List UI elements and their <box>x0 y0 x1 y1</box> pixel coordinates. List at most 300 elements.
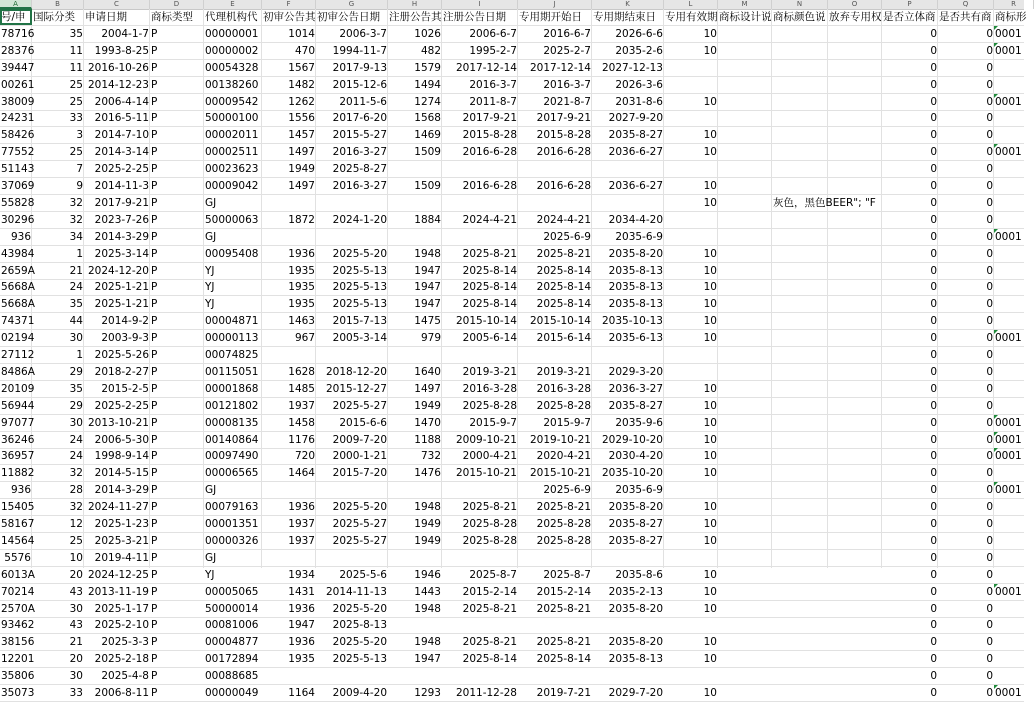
table-cell[interactable]: 2009-7-20 <box>332 433 387 446</box>
table-cell[interactable]: 2016-6-28 <box>462 180 517 192</box>
table-cell[interactable]: 2029-10-20 <box>601 433 663 446</box>
table-cell[interactable]: P <box>151 399 158 412</box>
table-cell[interactable]: 00140864 <box>205 433 259 446</box>
table-cell[interactable]: 56944 <box>1 399 35 412</box>
table-cell[interactable] <box>828 26 882 42</box>
table-cell[interactable]: 0 <box>930 332 937 345</box>
table-cell[interactable]: 2025-5-20 <box>332 501 387 514</box>
table-cell[interactable]: P <box>151 450 158 463</box>
table-cell[interactable]: 2025-8-21 <box>536 636 591 649</box>
table-cell[interactable]: 2016-6-7 <box>543 27 591 40</box>
table-cell[interactable] <box>772 617 828 633</box>
table-cell[interactable] <box>828 77 882 93</box>
table-cell[interactable]: 21 <box>69 636 83 649</box>
table-cell[interactable] <box>994 634 1034 650</box>
table-cell[interactable]: 2014-11-3 <box>94 180 149 192</box>
table-cell[interactable]: 51143 <box>1 163 35 176</box>
table-cell[interactable]: 1947 <box>414 264 441 277</box>
table-cell[interactable]: 1485 <box>288 382 315 395</box>
table-cell[interactable]: 0 <box>986 365 993 378</box>
table-cell[interactable]: 2014-9-2 <box>101 315 149 328</box>
table-cell[interactable] <box>592 550 664 566</box>
table-cell[interactable] <box>718 43 772 59</box>
table-cell[interactable] <box>772 685 828 701</box>
table-cell[interactable]: 967 <box>294 332 315 345</box>
table-cell[interactable] <box>994 516 1034 532</box>
table-cell[interactable]: 2025-1-17 <box>94 602 149 615</box>
table-cell[interactable]: 2025-8-14 <box>462 281 517 294</box>
table-cell[interactable] <box>388 229 442 245</box>
table-cell[interactable]: 0 <box>930 61 937 74</box>
table-row[interactable] <box>0 60 1024 76</box>
table-cell[interactable] <box>388 347 442 363</box>
table-cell[interactable]: 50000100 <box>205 112 259 125</box>
table-cell[interactable]: 2035-8-20 <box>608 636 663 649</box>
table-cell[interactable]: 2016-3-28 <box>462 382 517 395</box>
table-cell[interactable]: 1947 <box>414 281 441 294</box>
table-cell[interactable] <box>994 127 1034 143</box>
header-cell[interactable]: 是否立体商 <box>883 11 936 23</box>
table-cell[interactable]: 2015-10-14 <box>529 315 591 328</box>
table-cell[interactable]: 0 <box>930 467 937 480</box>
table-cell[interactable] <box>828 144 882 160</box>
table-cell[interactable]: 00115051 <box>205 365 259 378</box>
table-cell[interactable]: 00009042 <box>205 180 259 192</box>
table-cell[interactable] <box>772 229 828 245</box>
table-cell[interactable]: 1884 <box>414 213 441 226</box>
table-cell[interactable]: 2015-6-14 <box>536 332 591 345</box>
table-cell[interactable]: 0 <box>986 450 993 463</box>
table-cell[interactable]: P <box>151 298 158 311</box>
table-cell[interactable] <box>316 550 388 566</box>
table-cell[interactable]: 1948 <box>414 247 441 260</box>
table-cell[interactable]: 0 <box>930 450 937 463</box>
table-row[interactable] <box>0 381 1024 397</box>
table-cell[interactable]: 0 <box>930 653 937 666</box>
table-cell[interactable]: 2025-8-21 <box>462 501 517 514</box>
table-cell[interactable]: 2025-8-21 <box>462 247 517 260</box>
table-cell[interactable]: 0 <box>930 315 937 328</box>
table-cell[interactable]: 2035-8-20 <box>608 602 663 615</box>
table-cell[interactable] <box>664 617 718 633</box>
table-cell[interactable] <box>828 634 882 650</box>
table-cell[interactable] <box>772 448 828 464</box>
table-cell[interactable] <box>994 381 1034 397</box>
table-cell[interactable] <box>388 550 442 566</box>
table-row[interactable] <box>0 263 1024 279</box>
table-cell[interactable]: P <box>151 196 158 209</box>
table-cell[interactable]: 2014-11-13 <box>325 585 387 598</box>
header-cell[interactable]: 专用期结束日 <box>593 11 656 23</box>
table-cell[interactable]: 29 <box>69 399 83 412</box>
table-cell[interactable]: 2034-4-20 <box>608 213 663 226</box>
header-cell[interactable]: 专用期开始日 <box>519 11 582 23</box>
table-row[interactable] <box>0 398 1024 414</box>
table-cell[interactable] <box>718 567 772 583</box>
table-cell[interactable]: 2019-10-21 <box>529 433 591 446</box>
table-cell[interactable]: 2025-8-21 <box>536 602 591 615</box>
column-letter-i[interactable]: I <box>442 0 518 9</box>
table-cell[interactable]: 43984 <box>1 247 35 260</box>
table-cell[interactable]: 38156 <box>1 636 35 649</box>
table-cell[interactable] <box>442 229 518 245</box>
table-cell[interactable]: 10 <box>703 501 717 514</box>
table-cell[interactable]: 2024-4-21 <box>462 213 517 226</box>
table-cell[interactable]: 2004-1-7 <box>101 27 149 40</box>
table-cell[interactable]: 0 <box>986 230 993 243</box>
table-cell[interactable]: 0 <box>986 27 993 40</box>
header-cell[interactable]: 是否共有商 <box>939 11 992 23</box>
table-cell[interactable]: 38009 <box>1 95 35 108</box>
header-cell[interactable]: 代理机构代 <box>205 11 258 23</box>
table-cell[interactable]: 2025-8-21 <box>536 501 591 514</box>
table-cell[interactable]: 12 <box>69 518 83 530</box>
table-cell[interactable]: 2015-7-20 <box>332 467 387 480</box>
table-cell[interactable]: 2016-3-27 <box>332 180 387 192</box>
table-cell[interactable] <box>718 364 772 380</box>
table-cell[interactable]: 02194 <box>1 332 35 345</box>
table-cell[interactable]: 1936 <box>288 636 315 649</box>
table-cell[interactable]: 2025-5-27 <box>332 534 387 547</box>
table-cell[interactable] <box>518 161 592 177</box>
table-cell[interactable]: 00074825 <box>205 349 259 361</box>
table-cell[interactable]: 1014 <box>288 27 315 40</box>
table-cell[interactable] <box>388 161 442 177</box>
table-cell[interactable]: 0001 <box>995 146 1022 159</box>
table-cell[interactable]: 0 <box>930 551 937 564</box>
table-cell[interactable]: 10 <box>703 247 717 260</box>
table-cell[interactable]: 2025-5-13 <box>332 281 387 294</box>
table-cell[interactable]: P <box>151 433 158 446</box>
table-cell[interactable]: 2009-4-20 <box>332 687 387 699</box>
table-cell[interactable] <box>994 617 1034 633</box>
table-cell[interactable]: 00000049 <box>205 687 259 699</box>
table-cell[interactable] <box>994 60 1034 76</box>
column-letter-j[interactable]: J <box>518 0 592 9</box>
table-cell[interactable] <box>828 398 882 414</box>
table-cell[interactable]: 2025-8-21 <box>462 636 517 649</box>
table-cell[interactable]: 20 <box>69 568 83 581</box>
table-cell[interactable]: 00095408 <box>205 247 259 260</box>
table-cell[interactable] <box>772 246 828 262</box>
table-cell[interactable]: P <box>151 146 158 159</box>
table-cell[interactable]: 1567 <box>288 61 315 74</box>
table-cell[interactable]: 1463 <box>288 315 315 328</box>
table-cell[interactable] <box>828 465 882 481</box>
table-row[interactable] <box>0 617 1024 633</box>
table-cell[interactable]: 2035-8-20 <box>608 501 663 514</box>
table-cell[interactable]: P <box>151 518 158 530</box>
table-cell[interactable]: 1509 <box>414 180 441 192</box>
table-cell[interactable] <box>994 212 1034 228</box>
table-row[interactable] <box>0 448 1024 464</box>
table-cell[interactable] <box>664 364 718 380</box>
table-cell[interactable]: 36246 <box>1 433 35 446</box>
table-cell[interactable]: 2025-5-27 <box>332 518 387 530</box>
table-cell[interactable]: 1026 <box>414 27 441 40</box>
table-cell[interactable] <box>994 161 1034 177</box>
table-cell[interactable]: 0 <box>986 653 993 666</box>
table-cell[interactable]: P <box>151 27 158 40</box>
table-cell[interactable]: 10 <box>703 315 717 328</box>
table-cell[interactable]: 2027-9-20 <box>608 112 663 125</box>
table-cell[interactable] <box>518 195 592 211</box>
table-cell[interactable] <box>994 313 1034 329</box>
table-cell[interactable]: 1994-11-7 <box>332 44 387 57</box>
table-cell[interactable]: 2025-5-26 <box>94 349 149 361</box>
table-cell[interactable]: 1 <box>76 349 83 361</box>
table-cell[interactable]: 1947 <box>414 653 441 666</box>
table-cell[interactable] <box>772 499 828 515</box>
table-cell[interactable] <box>718 60 772 76</box>
table-cell[interactable]: 1937 <box>288 518 315 530</box>
table-cell[interactable]: 0 <box>986 467 993 480</box>
table-cell[interactable]: 0 <box>930 518 937 530</box>
table-cell[interactable]: 2035-10-13 <box>601 315 663 328</box>
table-cell[interactable]: 2025-8-28 <box>536 399 591 412</box>
table-cell[interactable]: 2013-10-21 <box>87 416 149 429</box>
table-row[interactable] <box>0 212 1024 228</box>
table-cell[interactable]: 2014-3-14 <box>94 146 149 159</box>
table-cell[interactable] <box>772 144 828 160</box>
table-cell[interactable]: 2025-8-14 <box>536 264 591 277</box>
table-cell[interactable]: 9 <box>76 180 83 192</box>
table-cell[interactable] <box>828 617 882 633</box>
table-cell[interactable] <box>772 127 828 143</box>
table-cell[interactable]: 2025-2-18 <box>94 653 149 666</box>
table-cell[interactable]: 32 <box>69 213 83 226</box>
table-cell[interactable] <box>592 617 664 633</box>
table-cell[interactable]: 11 <box>69 44 83 57</box>
table-cell[interactable]: P <box>151 382 158 395</box>
table-cell[interactable]: 1947 <box>288 619 315 632</box>
table-cell[interactable] <box>828 432 882 448</box>
table-cell[interactable]: 10 <box>703 534 717 547</box>
table-cell[interactable]: 1948 <box>414 636 441 649</box>
table-cell[interactable]: 2025-8-14 <box>462 264 517 277</box>
table-cell[interactable]: 74371 <box>1 315 35 328</box>
table-cell[interactable]: 1948 <box>414 501 441 514</box>
table-cell[interactable]: 2027-12-13 <box>601 61 663 74</box>
table-cell[interactable] <box>718 415 772 431</box>
table-cell[interactable]: 0 <box>986 518 993 530</box>
table-cell[interactable] <box>718 465 772 481</box>
table-cell[interactable]: 0 <box>930 27 937 40</box>
table-cell[interactable]: 43 <box>69 585 83 598</box>
table-cell[interactable]: 1935 <box>288 298 315 311</box>
table-cell[interactable]: 1995-2-7 <box>469 44 517 57</box>
table-cell[interactable]: 2024-12-20 <box>87 264 149 277</box>
table-cell[interactable]: 2014-7-10 <box>94 129 149 142</box>
table-cell[interactable] <box>772 296 828 312</box>
table-cell[interactable] <box>828 263 882 279</box>
cell-grid[interactable] <box>0 9 1027 699</box>
table-cell[interactable]: 1556 <box>288 112 315 125</box>
table-cell[interactable]: 1948 <box>414 602 441 615</box>
table-cell[interactable]: 93462 <box>1 619 35 632</box>
table-cell[interactable]: P <box>151 213 158 226</box>
table-cell[interactable]: GJ <box>205 230 217 243</box>
table-cell[interactable] <box>772 364 828 380</box>
table-row[interactable] <box>0 499 1024 515</box>
table-row[interactable] <box>0 229 1024 245</box>
table-cell[interactable]: 0 <box>930 129 937 142</box>
table-cell[interactable]: 2035-8-20 <box>608 247 663 260</box>
table-cell[interactable]: 0 <box>930 247 937 260</box>
table-cell[interactable]: 0001 <box>995 95 1022 108</box>
column-letter-a[interactable]: A <box>0 0 32 9</box>
table-cell[interactable]: 10 <box>703 602 717 615</box>
table-cell[interactable]: 00081006 <box>205 619 259 632</box>
table-cell[interactable]: 2019-4-11 <box>94 551 149 564</box>
table-cell[interactable]: 28376 <box>1 44 35 57</box>
table-cell[interactable] <box>718 77 772 93</box>
table-cell[interactable] <box>994 499 1034 515</box>
table-cell[interactable]: 00004877 <box>205 636 259 649</box>
table-cell[interactable]: 1 <box>76 247 83 260</box>
table-row[interactable] <box>0 567 1024 583</box>
table-cell[interactable] <box>772 263 828 279</box>
table-cell[interactable]: 0 <box>930 146 937 159</box>
header-cell[interactable]: 初审公告其 <box>263 11 316 23</box>
table-cell[interactable]: 77552 <box>1 146 35 159</box>
table-cell[interactable] <box>718 212 772 228</box>
column-letter-g[interactable]: G <box>316 0 388 9</box>
table-cell[interactable]: 0001 <box>995 484 1022 497</box>
table-cell[interactable]: 2015-8-28 <box>462 129 517 142</box>
table-row[interactable] <box>0 279 1024 295</box>
table-cell[interactable] <box>828 127 882 143</box>
table-cell[interactable]: 25 <box>69 95 83 108</box>
table-cell[interactable]: 36957 <box>1 450 35 463</box>
table-cell[interactable]: 2025-6-9 <box>543 484 591 497</box>
table-cell[interactable]: 2016-3-27 <box>332 146 387 159</box>
table-cell[interactable]: 1936 <box>288 247 315 260</box>
column-letter-k[interactable]: K <box>592 0 664 9</box>
table-cell[interactable] <box>772 26 828 42</box>
table-cell[interactable]: 2036-3-27 <box>608 382 663 395</box>
table-cell[interactable] <box>772 465 828 481</box>
table-cell[interactable]: 482 <box>420 44 441 57</box>
table-cell[interactable] <box>828 279 882 295</box>
table-cell[interactable] <box>828 601 882 617</box>
table-cell[interactable]: 2030-4-20 <box>608 450 663 463</box>
table-cell[interactable] <box>316 229 388 245</box>
table-cell[interactable]: 2016-10-26 <box>87 61 149 74</box>
table-cell[interactable] <box>262 229 316 245</box>
table-row[interactable] <box>0 432 1024 448</box>
column-letter-n[interactable]: N <box>772 0 828 9</box>
table-cell[interactable] <box>994 567 1034 583</box>
table-cell[interactable]: 2035-8-13 <box>608 653 663 666</box>
table-cell[interactable] <box>772 161 828 177</box>
table-row[interactable] <box>0 634 1024 650</box>
table-row[interactable] <box>0 651 1024 667</box>
table-cell[interactable]: 2035-6-13 <box>608 332 663 345</box>
table-cell[interactable]: 2659A <box>1 264 35 277</box>
table-cell[interactable] <box>772 279 828 295</box>
table-cell[interactable]: 0 <box>986 180 993 192</box>
table-cell[interactable]: 58167 <box>1 518 35 530</box>
table-cell[interactable]: P <box>151 180 158 192</box>
table-cell[interactable] <box>994 651 1034 667</box>
table-cell[interactable]: 2029-3-20 <box>608 365 663 378</box>
table-cell[interactable]: 2011-8-7 <box>469 95 517 108</box>
table-cell[interactable]: 936 <box>10 230 31 243</box>
table-cell[interactable]: 21 <box>69 264 83 277</box>
table-cell[interactable]: 0 <box>986 264 993 277</box>
table-cell[interactable]: 33 <box>69 687 83 699</box>
table-cell[interactable] <box>262 195 316 211</box>
table-row[interactable] <box>0 533 1024 549</box>
table-cell[interactable]: 00023623 <box>205 163 259 176</box>
table-cell[interactable] <box>772 584 828 600</box>
table-cell[interactable]: 6013A <box>1 568 35 581</box>
table-cell[interactable]: 00001868 <box>205 382 259 395</box>
table-cell[interactable]: 33 <box>69 112 83 125</box>
table-cell[interactable]: 0 <box>986 247 993 260</box>
column-letter-d[interactable]: D <box>150 0 204 9</box>
table-cell[interactable]: 979 <box>420 332 441 345</box>
table-cell[interactable]: 00138260 <box>205 78 259 91</box>
table-cell[interactable]: 0 <box>930 180 937 192</box>
table-cell[interactable] <box>718 533 772 549</box>
table-cell[interactable] <box>442 668 518 684</box>
table-cell[interactable]: P <box>151 484 158 497</box>
table-cell[interactable]: 0 <box>930 416 937 429</box>
table-cell[interactable]: GJ <box>205 484 217 497</box>
table-cell[interactable]: 2025-8-21 <box>462 602 517 615</box>
table-cell[interactable]: 1949 <box>288 163 315 176</box>
table-cell[interactable]: P <box>151 653 158 666</box>
table-cell[interactable]: 2017-12-14 <box>455 61 517 74</box>
table-cell[interactable]: 1509 <box>414 146 441 159</box>
table-cell[interactable]: 0001 <box>995 585 1022 598</box>
table-cell[interactable]: P <box>151 551 158 564</box>
table-cell[interactable]: 2025-1-21 <box>94 298 149 311</box>
table-cell[interactable]: 0 <box>986 196 993 209</box>
table-cell[interactable]: 2015-6-6 <box>339 416 387 429</box>
table-cell[interactable]: 35 <box>69 382 83 395</box>
table-cell[interactable]: 0 <box>986 687 993 699</box>
table-cell[interactable] <box>442 347 518 363</box>
table-cell[interactable]: 0 <box>986 382 993 395</box>
table-row[interactable] <box>0 364 1024 380</box>
table-cell[interactable]: 0 <box>930 230 937 243</box>
header-cell[interactable]: 注册公告其 <box>389 11 442 23</box>
header-row[interactable] <box>0 9 1027 25</box>
table-cell[interactable] <box>772 533 828 549</box>
table-cell[interactable] <box>664 229 718 245</box>
table-cell[interactable]: 1936 <box>288 501 315 514</box>
table-cell[interactable]: 0 <box>986 298 993 311</box>
table-cell[interactable]: 35 <box>69 298 83 311</box>
table-cell[interactable]: 37069 <box>1 180 35 192</box>
table-cell[interactable]: 58426 <box>1 129 35 142</box>
table-cell[interactable]: 2029-7-20 <box>608 687 663 699</box>
table-cell[interactable] <box>664 161 718 177</box>
table-cell[interactable]: 00009542 <box>205 95 259 108</box>
table-cell[interactable]: 2035-8-6 <box>615 568 663 581</box>
table-cell[interactable]: 7 <box>76 163 83 176</box>
table-cell[interactable]: 1640 <box>414 365 441 378</box>
table-cell[interactable]: 0 <box>986 213 993 226</box>
table-cell[interactable]: P <box>151 670 158 683</box>
table-cell[interactable]: 2025-2-10 <box>94 619 149 632</box>
table-cell[interactable]: 2026-3-6 <box>615 78 663 91</box>
table-cell[interactable]: 2024-4-21 <box>536 213 591 226</box>
table-cell[interactable]: 0 <box>986 399 993 412</box>
